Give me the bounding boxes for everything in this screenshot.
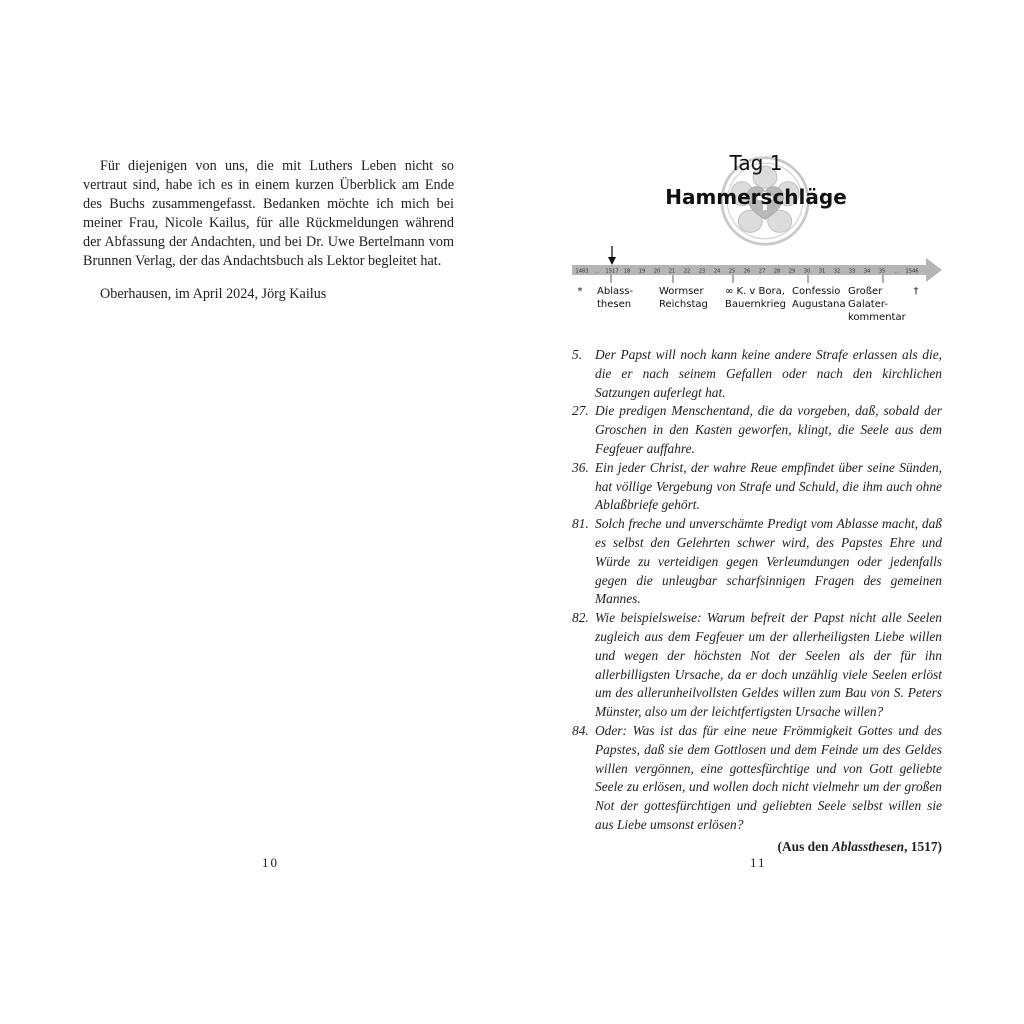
timeline-tick-label: 1517: [605, 268, 619, 275]
thesis-item: [572, 609, 942, 722]
timeline-event-label: Reichstag: [659, 299, 708, 310]
timeline-tick-label: 1546: [905, 268, 919, 275]
timeline-event-label: kommentar: [848, 312, 906, 323]
timeline-tick-label: 30: [803, 268, 811, 275]
thesis-number: 84.: [572, 722, 589, 738]
thesis-text: Wie beispielsweise: Warum befreit der Papst nicht alle Seelen zugleich aus dem Fegfeuer um der allerheiligsten Liebe willen und wegen der höchsten Not der Seelen als der für ihn allerbilligsten Ursache, da er doch unzählig viele Seelen erlöst um des allerunheilvollsten Geldes willen zum Bau von S. Peters Münster, also um der leichtfertigsten Ursache willen?: [595, 610, 942, 720]
thesis-item: [572, 346, 942, 402]
foreword-paragraph: Für diejenigen von uns, die mit Luthers Leben nicht so vertraut sind, habe ich es in einem kurzen Überblick am Ende des Buchs zusammengefasst. Bedanken möchte ich mich bei meiner Frau, Nicole Kailus, für alle Rückmeldungen während der Abfassung der Andachten, und bei Dr. Uwe Bertelmann vom Brunnen Verlag, der das Andachtsbuch als Lektor begleitet hat.: [83, 158, 454, 269]
signature-line: Oberhausen, im April 2024, Jörg Kailus: [100, 286, 327, 302]
thesis-number: 27.: [572, 403, 589, 419]
timeline-tick-label: 24: [713, 268, 721, 275]
timeline-event-label: Großer: [848, 286, 883, 297]
timeline-event-label: Wormser: [659, 286, 704, 297]
timeline-tick-label: 29: [788, 268, 796, 275]
timeline-tick-label: 31: [818, 268, 826, 275]
thesis-item: [572, 722, 942, 835]
timeline-tick-label: 23: [698, 268, 706, 275]
thesis-item: [572, 402, 942, 458]
thesis-text: Oder: Was ist das für eine neue Frömmigkeit Gottes und des Papstes, daß sie dem Gottlosen und dem Feinde um des Geldes willen vergönnen, eine gottesfürchtige und von Gott geliebte Seele zu erlösen, und wollen doch nicht vielmehr um der großen Not der gottesfürchtigen und geliebten Seele selbst willen sie aus Liebe umsonst erlösen?: [595, 722, 942, 832]
day-title: Hammerschläge: [665, 185, 847, 209]
timeline-tick-label: …: [894, 268, 900, 275]
timeline-event-label: ∞ K. v Bora,: [725, 286, 785, 297]
thesis-item: [572, 515, 942, 609]
timeline-event-label: *: [577, 286, 583, 297]
page-number-right: 11: [750, 855, 767, 870]
source-suffix: , 1517): [904, 838, 942, 854]
thesis-number: 5.: [572, 347, 583, 362]
source-prefix: (Aus den: [777, 838, 832, 854]
timeline-tick-label: 32: [833, 268, 841, 275]
timeline-arrowhead: [926, 258, 942, 282]
timeline-tick-label: 33: [848, 268, 856, 275]
source-title: Ablassthesen: [831, 838, 905, 854]
luther-timeline: [512, 240, 1024, 340]
source-citation: [572, 837, 942, 857]
thesis-number: 81.: [572, 516, 589, 532]
timeline-event-label: Augustana: [792, 299, 846, 310]
thesis-number: 36.: [572, 459, 589, 475]
timeline-event-label: thesen: [597, 299, 632, 310]
right-page: [512, 0, 1024, 1024]
timeline-tick-label: 20: [653, 268, 661, 275]
timeline-tick-label: 1483: [575, 268, 589, 275]
foreword-text: [83, 157, 454, 318]
thesis-number: 82.: [572, 610, 589, 626]
day-label: Tag 1: [729, 151, 783, 175]
thesis-text: Der Papst will noch kann keine andere Strafe erlassen als die, die er nach seinem Gefallen oder nach den kirchlichen Satzungen auferlegt hat.: [595, 347, 942, 400]
timeline-event-label: Confessio: [792, 286, 841, 297]
thesis-text: Die predigen Menschentand, die da vorgeben, daß, sobald der Groschen in den Kasten geworfen, klingt, die Seele aus dem Fegfeuer auffahre.: [595, 403, 942, 456]
timeline-tick-label: 22: [683, 268, 691, 275]
thesis-text: Ein jeder Christ, der wahre Reue empfindet über seine Sünden, hat völlige Vergebung von Strafe und Schuld, die ihm auch ohne Ablaßbriefe gehört.: [595, 459, 942, 513]
thesis-text: Solch freche und unverschämte Predigt vom Ablasse macht, daß es selbst den Gelehrten schwer wird, des Papstes Ehre und Würde zu verteidigen gegen Verleumdungen oder jedenfalls gegen die unleugbar scharfsinnigen Fragen des gemeinen Mannes.: [595, 516, 942, 607]
timeline-tick-label: 35: [878, 268, 886, 275]
timeline-event-label: Bauernkrieg: [725, 299, 786, 310]
timeline-tick-label: 25: [728, 268, 736, 275]
timeline-event-label: Galater-: [848, 299, 888, 310]
page-number-left: 10: [262, 855, 279, 870]
timeline-event-label: Ablass-: [597, 286, 634, 297]
thesis-item: [572, 459, 942, 515]
theses-list: [572, 346, 942, 857]
timeline-tick-label: 34: [863, 268, 871, 275]
timeline-tick-label: 27: [758, 268, 766, 275]
timeline-tick-label: …: [594, 268, 600, 275]
timeline-tick-label: 19: [638, 268, 646, 275]
timeline-tick-label: 28: [773, 268, 781, 275]
timeline-tick-label: 26: [743, 268, 751, 275]
timeline-tick-label: 18: [623, 268, 631, 275]
timeline-event-label: †: [913, 286, 919, 297]
timeline-tick-label: 21: [668, 268, 676, 275]
current-year-arrow-icon: [608, 257, 616, 265]
